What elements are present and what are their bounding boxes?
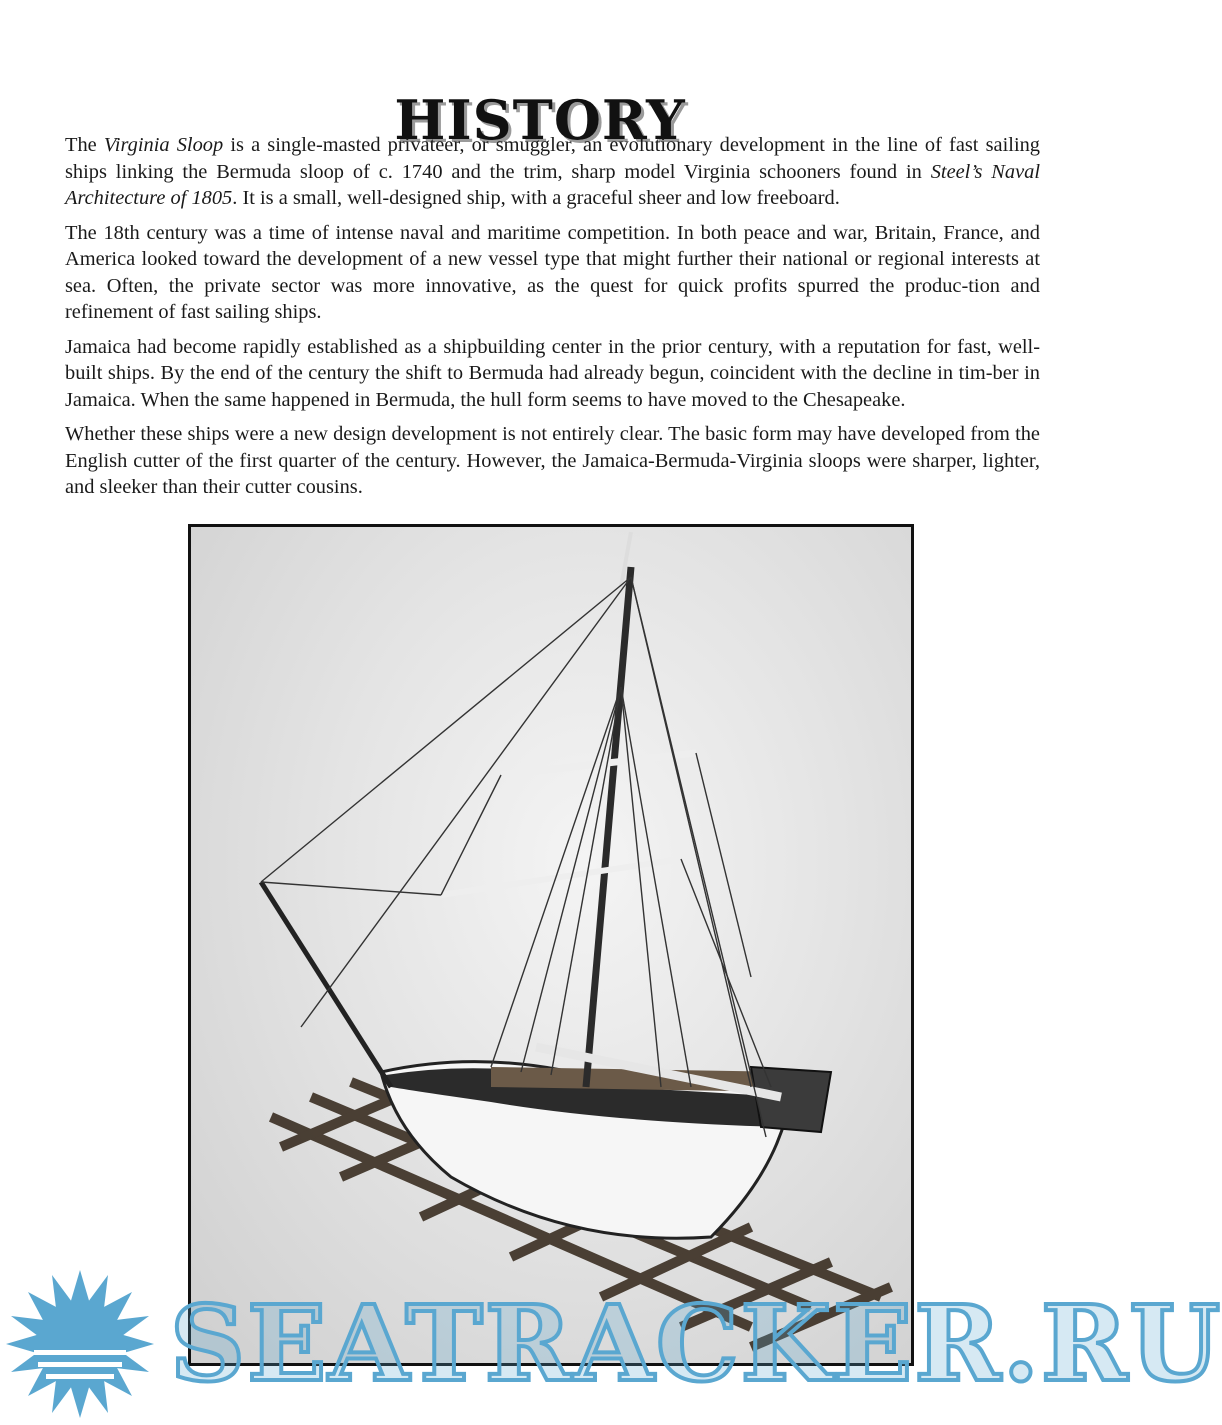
paragraph-2: The 18th century was a time of intense naval and maritime competition. In both peace and war, Britain, France, and America looked toward the development of a new vessel type that might further their national or regional interests at sea. Often, the private sector was more innovative, as the quest for quick profits spurred the produc-tion and refinement of fast sailing ships. <box>65 221 1040 323</box>
bowsprit <box>261 882 391 1087</box>
paragraph-3: Jamaica had become rapidly established as a shipbuilding center in the prior century, with a reputation for fast, well-built ships. By the end of the century the shift to Bermuda had already begun, coincident with the decline in tim-ber in Jamaica. When the same happened in Bermuda, the hull form seems to have moved to the Chesapeake. <box>65 335 1040 411</box>
paragraph-1: The Virginia Sloop is a single-masted privateer, or smuggler, an evolutionary development in the line of fast sailing ships linking the Bermuda sloop of c. 1740 and the trim, sharp model Virginia schooners found in Steel’s Naval Architecture of 1805. It is a small, well-designed ship, with a graceful sheer and low freeboard. <box>65 134 1040 209</box>
watermark-text: SEATRACKER.RU <box>170 1282 1222 1405</box>
paragraph-4: Whether these ships were a new design development is not entirely clear. The basic form may have developed from the English cutter of the first quarter of the century. However, the Jamaica-Bermuda-Virginia sloops were sharper, lighter, and sleeker than their cutter cousins. <box>65 423 1040 498</box>
ship-name: Virginia Sloop <box>103 134 224 156</box>
history-text <box>65 132 1040 509</box>
page-title: HISTORY <box>394 88 686 153</box>
mast <box>586 567 631 1087</box>
ship-model-photo <box>188 524 914 1366</box>
sloop-model-illustration <box>191 527 911 1363</box>
rigging <box>261 577 771 1137</box>
book-title: Steel’s Naval Architecture of 1805 <box>65 160 1040 209</box>
